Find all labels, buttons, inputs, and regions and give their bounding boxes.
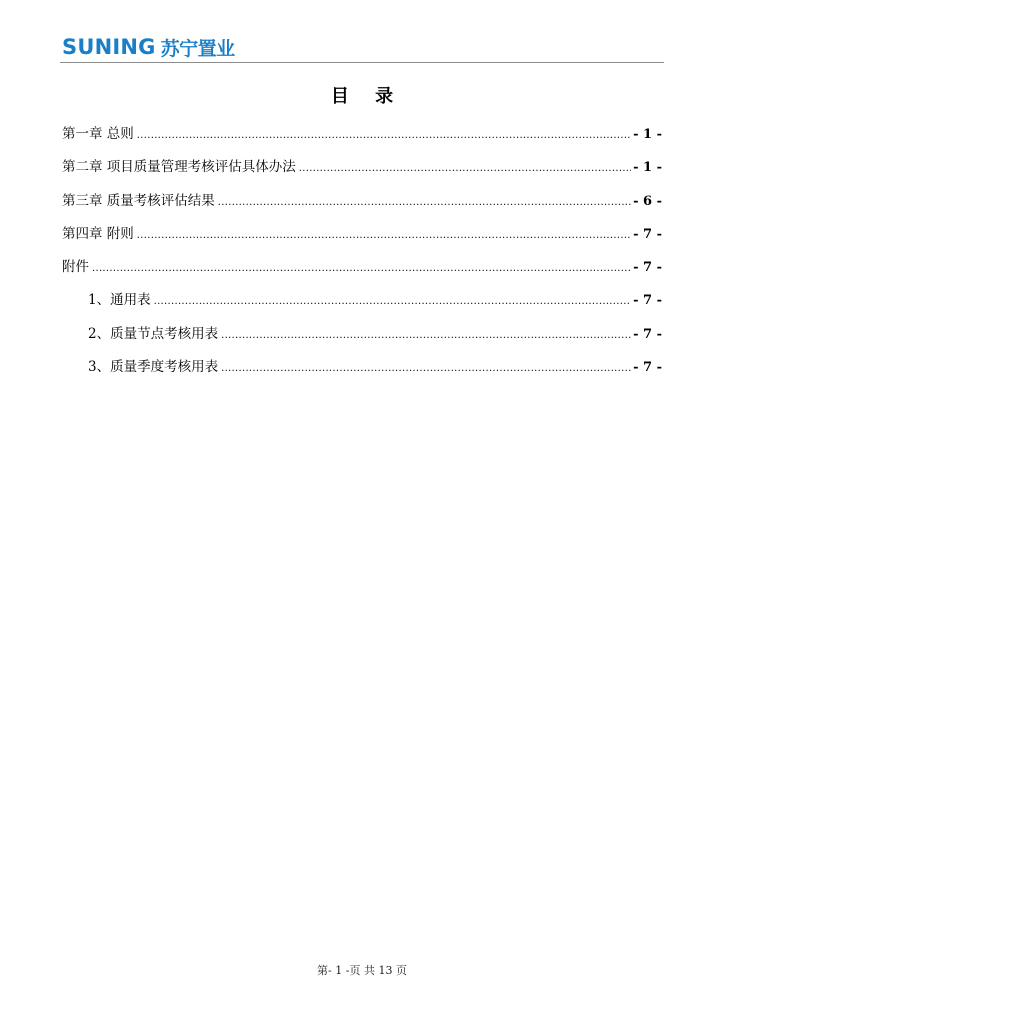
toc-entry[interactable] <box>62 255 662 288</box>
toc-entry-label: 3、质量季度考核用表 <box>88 359 219 376</box>
toc-entry[interactable] <box>62 155 662 188</box>
toc-dot-leader <box>221 363 631 374</box>
toc-entry-label: 1、通用表 <box>88 292 151 309</box>
toc-entry-page: - 7 - <box>633 293 662 309</box>
logo-text-cn: 苏宁置业 <box>160 37 235 60</box>
toc-entry-page: - 6 - <box>633 193 662 209</box>
toc-dot-leader <box>137 130 631 141</box>
toc-entry-label: 2、质量节点考核用表 <box>88 325 219 342</box>
toc-entry-label: 附件 <box>62 259 89 276</box>
toc-dot-leader <box>137 230 631 241</box>
toc-entry-label: 第四章 附则 <box>62 225 134 242</box>
page-header <box>60 34 664 63</box>
toc-dot-leader <box>221 330 631 341</box>
logo-text-en: SUNING <box>62 35 156 59</box>
toc-subentry[interactable] <box>62 355 662 388</box>
table-of-contents <box>62 122 662 388</box>
toc-entry-page: - 7 - <box>633 260 662 276</box>
toc-dot-leader <box>299 163 631 174</box>
toc-dot-leader <box>154 296 632 307</box>
toc-entry-page: - 1 - <box>633 127 662 142</box>
toc-entry[interactable] <box>62 122 662 155</box>
toc-entry-label: 第三章 质量考核评估结果 <box>62 192 215 209</box>
toc-entry-label: 第一章 总则 <box>62 126 134 142</box>
toc-entry-page: - 7 - <box>633 226 662 242</box>
toc-dot-leader <box>218 197 631 208</box>
page-footer-number: 第- 1 -页 共 13 页 <box>317 964 407 977</box>
suning-logo <box>62 34 235 60</box>
toc-entry-label: 第二章 项目质量管理考核评估具体办法 <box>62 159 296 176</box>
toc-entry-page: - 1 - <box>633 160 662 176</box>
toc-dot-leader <box>92 263 631 274</box>
toc-subentry[interactable] <box>62 288 662 321</box>
toc-subentry[interactable] <box>62 322 662 355</box>
toc-entry[interactable] <box>62 189 662 222</box>
toc-title: 目 录 <box>330 86 404 107</box>
toc-entry[interactable] <box>62 222 662 255</box>
toc-entry-page: - 7 - <box>633 360 662 376</box>
toc-entry-page: - 7 - <box>633 326 662 342</box>
